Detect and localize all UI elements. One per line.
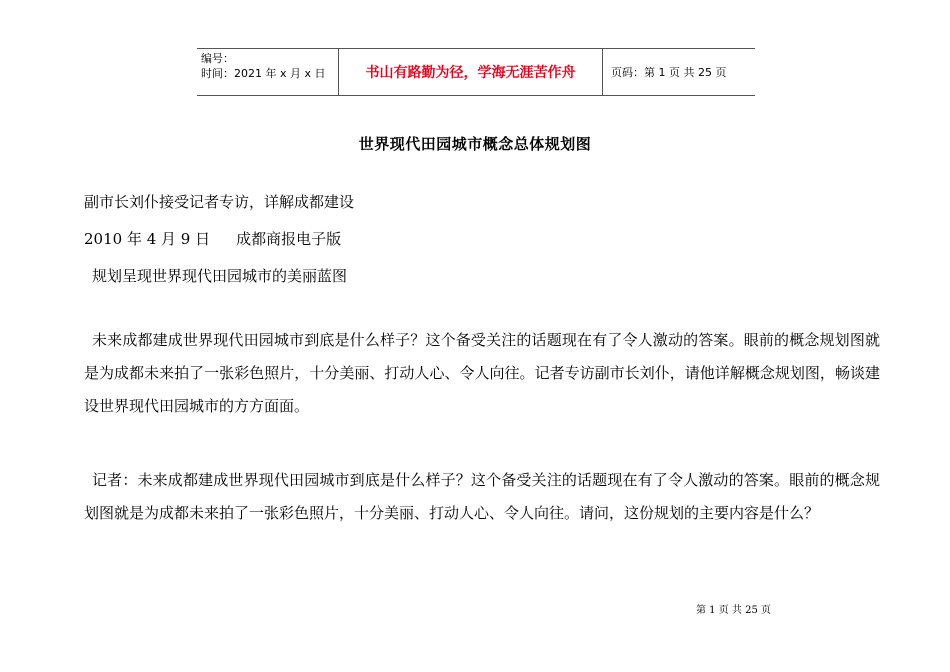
header-motto: 书山有路勤为径，学海无涯苦作舟	[339, 49, 603, 95]
serial-label: 编号：	[201, 52, 234, 65]
dateline	[84, 228, 341, 249]
header-meta	[197, 49, 339, 95]
document-title: 世界现代田园城市概念总体规划图	[358, 135, 592, 153]
date-label: 时间：2021 年 x 月 x 日	[201, 67, 326, 80]
subtitle: 副市长刘仆接受记者专访，详解成都建设	[84, 193, 355, 211]
page-footer: 第 1 页 共 25 页	[696, 605, 771, 616]
paragraph-1: 未来成都建成世界现代田园城市到底是什么样子？这个备受关注的话题现在有了令人激动的答案。眼前的概念规划图就是为成都未来拍了一张彩色照片，十分美丽、打动人心、令人向往。记者专访副市长刘仆，请他详解概念规划图，畅谈建设世界现代田园城市的方方面面。	[84, 331, 880, 415]
lead-line: 规划呈现世界现代田园城市的美丽蓝图	[92, 267, 348, 285]
paragraph-2: 记者：未来成都建成世界现代田园城市到底是什么样子？这个备受关注的话题现在有了令人激动的答案。眼前的概念规划图就是为成都未来拍了一张彩色照片，十分美丽、打动人心、令人向往。请问，这份规划的主要内容是什么？	[84, 471, 880, 522]
document-header	[197, 48, 755, 96]
header-page-info: 页码：第 1 页 共 25 页	[611, 66, 727, 79]
dateline-date: 2010 年 4 月 9 日	[84, 230, 211, 248]
dateline-source: 成都商报电子版	[236, 230, 342, 248]
